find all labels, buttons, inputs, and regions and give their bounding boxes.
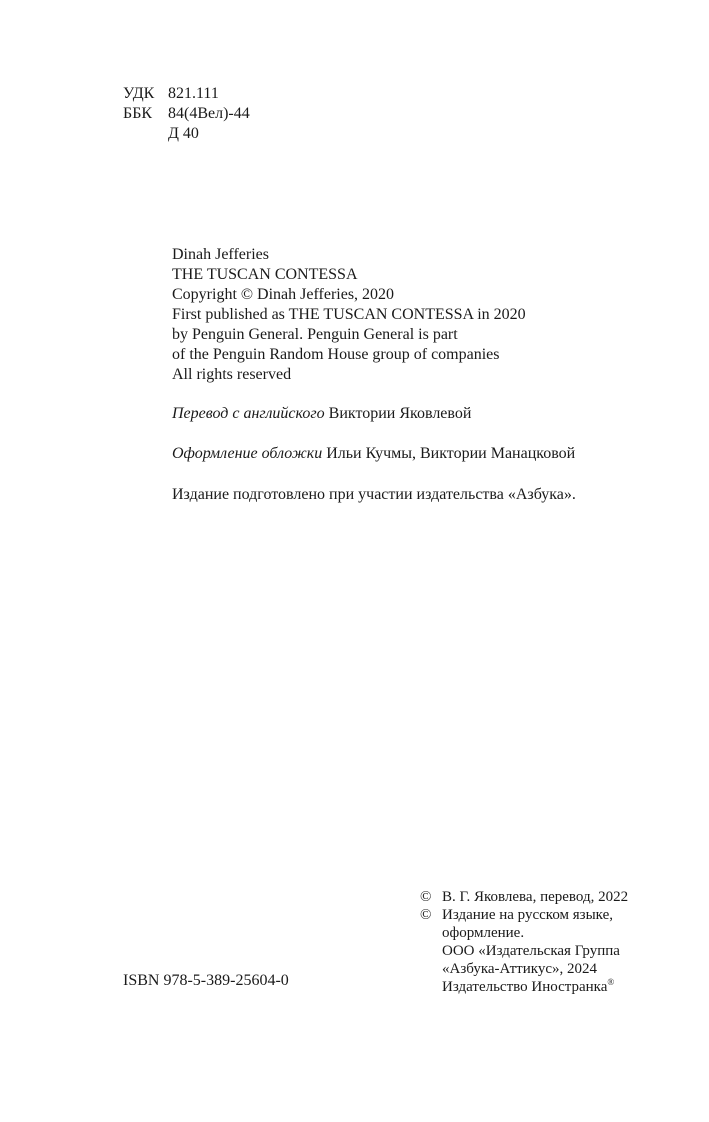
edition-line-imprint (442, 978, 620, 996)
cover-credit (172, 444, 575, 464)
copyright-symbol: © (420, 907, 432, 923)
copyright-line: Copyright © Dinah Jefferies, 2020 (172, 286, 395, 303)
publication-line-2: by Penguin General. Penguin General is part (172, 326, 458, 343)
translator-name: Виктории Яковлевой (328, 405, 472, 422)
code-value: 84(4Вел)-44 (168, 105, 250, 122)
original-title: THE TUSCAN CONTESSA (172, 266, 358, 283)
edition-line: оформление. (442, 925, 525, 941)
publication-line-3: of the Penguin Random House group of companies (172, 346, 500, 363)
code-key: УДК (123, 85, 155, 102)
classification-codes (123, 84, 250, 144)
registered-mark: ® (607, 977, 615, 987)
cover-role: Оформление обложки (172, 445, 323, 462)
publisher-note: Издание подготовлено при участии издательства «Азбука». (172, 486, 576, 503)
copyright-symbol: © (420, 889, 432, 905)
copyright-edition (420, 906, 628, 996)
code-row-bbk (123, 104, 250, 124)
code-row-author-mark (123, 124, 250, 144)
code-key (123, 124, 168, 144)
translation-role: Перевод с английского (172, 405, 325, 422)
code-key: ББК (123, 105, 153, 122)
edition-line: Издание на русском языке, (442, 907, 613, 923)
copyright-translation (420, 888, 628, 906)
code-row-udk (123, 84, 250, 104)
imprint-name: Издательство Иностранка (442, 979, 608, 995)
edition-line: «Азбука-Аттикус», 2024 (442, 961, 597, 977)
russian-edition-copyrights (420, 888, 628, 996)
copyright-translation-text: В. Г. Яковлева, перевод, 2022 (442, 889, 629, 905)
edition-line: ООО «Издательская Группа (442, 943, 620, 959)
original-rights-block (172, 245, 526, 385)
rights-reserved: All rights reserved (172, 366, 292, 383)
code-value: 821.111 (168, 85, 219, 102)
publication-line-1: First published as THE TUSCAN CONTESSA in 2020 (172, 306, 526, 323)
translation-credit (172, 404, 471, 424)
cover-designers: Ильи Кучмы, Виктории Манацковой (326, 445, 576, 462)
isbn: ISBN 978-5-389-25604-0 (123, 972, 289, 989)
code-value: Д 40 (168, 125, 199, 142)
author-name: Dinah Jefferies (172, 246, 269, 263)
copyright-edition-text (442, 906, 620, 996)
